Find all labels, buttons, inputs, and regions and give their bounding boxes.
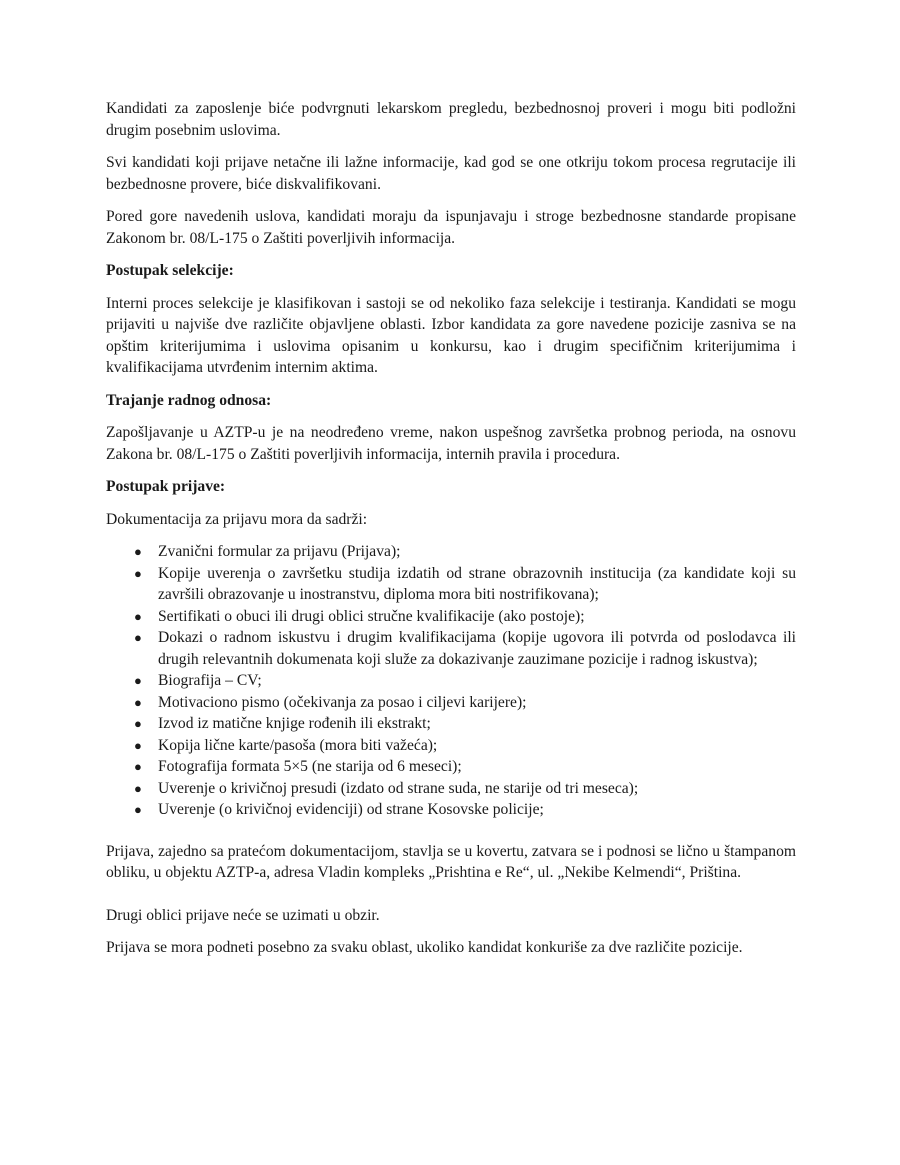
list-item: ● Kopija lične karte/pasoša (mora biti važeća);: [106, 735, 796, 757]
list-item: ● Uverenje (o krivičnoj evidenciji) od strane Kosovske policije;: [106, 799, 796, 821]
bullet-icon: ●: [134, 759, 142, 774]
bullet-icon: ●: [134, 737, 142, 753]
document-page: [106, 98, 796, 970]
list-item: ● Kopije uverenja o završetku studija izdatih od strane obrazovnih institucija (za kandidate koji su završili obrazovanje u inostranstvu, diploma mora biti nostrifikovana);: [134, 564, 796, 603]
paragraph-security-standards: Pored gore navedenih uslova, kandidati moraju da ispunjavaju i stroge bezbednosne standarde propisane Zakonom br. 08/L-175 o Zaštiti poverljivih informacija.: [106, 208, 796, 247]
list-item: ● Biografija – CV;: [106, 670, 796, 692]
bullet-icon: ●: [134, 780, 142, 796]
list-item: ● Izvod iz matične knjige rođenih ili ekstrakt;: [106, 713, 796, 735]
list-item: ● Uverenje o krivičnoj presudi (izdato od strane suda, ne starije od tri meseca);: [106, 778, 796, 800]
heading-selection: Postupak selekcije:: [106, 262, 234, 279]
paragraph-duration: Zapošljavanje u AZTP-u je na neodređeno vreme, nakon uspešnog završetka probnog perioda, na osnovu Zakona br. 08/L-175 o Zaštiti poverljivih informacija, internih pravila i procedura.: [106, 424, 796, 463]
list-item: ● Sertifikati o obuci ili drugi oblici stručne kvalifikacije (ako postoje);: [106, 606, 796, 628]
bullet-icon: ●: [134, 802, 142, 817]
heading-duration: Trajanje radnog odnosa:: [106, 391, 272, 409]
paragraph-other-forms: Drugi oblici prijave neće se uzimati u obzir.: [106, 906, 380, 924]
documents-list: [106, 541, 796, 821]
bullet-icon: ●: [134, 694, 142, 710]
bullet-icon: ●: [134, 673, 142, 688]
paragraph-medical-check: Kandidati za zaposlenje biće podvrgnuti lekarskom pregledu, bezbednosnoj proveri i mogu biti podložni drugim posebnim uslovima.: [106, 100, 796, 139]
paragraph-selection: Interni proces selekcije je klasifikovan i sastoji se od nekoliko faza selekcije i testiranja. Kandidati se mogu prijaviti u najviše dve različite objavljene oblasti. Izbor kandidata za gore navedene pozicije zasniva se na opštim kriterijumima i uslovima opisanim u konkursu, kao i drugim specifičnim kriterijumima i kvalifikacijama utvrđenim internim aktima.: [106, 294, 796, 376]
bullet-icon: ●: [134, 608, 142, 624]
list-item: ● Zvanični formular za prijavu (Prijava);: [106, 541, 796, 563]
heading-application: Postupak prijave:: [106, 478, 226, 495]
list-item: ● Motivaciono pismo (očekivanja za posao i ciljevi karijere);: [106, 692, 796, 714]
bullet-icon: ●: [134, 630, 142, 645]
bullet-icon: ●: [134, 716, 142, 731]
paragraph-docs-intro: Dokumentacija za prijavu mora da sadrži:: [106, 510, 368, 528]
bullet-icon: ●: [134, 544, 142, 559]
list-item: ● Dokazi o radnom iskustvu i drugim kvalifikacijama (kopije ugovora ili potvrda od poslodavca ili drugih relevantnih dokumenata koji služe za dokazivanje zauzimane pozicije i radnog iskustva);: [134, 629, 796, 668]
list-item: ● Fotografija formata 5×5 (ne starija od 6 meseci);: [106, 756, 796, 778]
bullet-icon: ●: [134, 565, 142, 581]
paragraph-false-info: Svi kandidati koji prijave netačne ili lažne informacije, kad god se one otkriju tokom procesa regrutacije ili bezbednosne provere, biće diskvalifikovani.: [106, 154, 796, 193]
paragraph-separate-application: Prijava se mora podneti posebno za svaku oblast, ukoliko kandidat konkuriše za dve različite pozicije.: [106, 939, 743, 956]
paragraph-submission: Prijava, zajedno sa pratećom dokumentacijom, stavlja se u kovertu, zatvara se i podnosi se lično u štampanom obliku, u objektu AZTP-a, adresa Vladin kompleks „Prishtina e Re“, ul. „Nekibe Kelmendi“, Priština.: [106, 842, 796, 881]
